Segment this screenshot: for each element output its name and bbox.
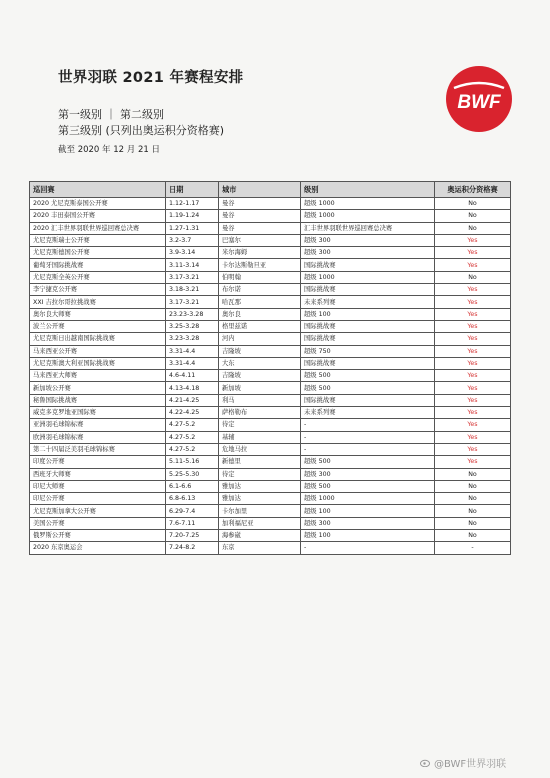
cell-tournament: 李宁捷克公开赛 — [30, 284, 166, 296]
cell-olympic-qualifying: Yes — [435, 419, 511, 431]
table-row — [30, 222, 511, 234]
cell-city: 基辅 — [219, 431, 301, 443]
cell-olympic-qualifying: No — [435, 468, 511, 480]
cell-level: 超级 750 — [301, 345, 435, 357]
cell-city: 待定 — [219, 468, 301, 480]
cell-olympic-qualifying: No — [435, 517, 511, 529]
cell-level: 国际挑战赛 — [301, 357, 435, 369]
table-row — [30, 530, 511, 542]
cell-tournament: 印尼公开赛 — [30, 493, 166, 505]
cell-tournament: 尤尼克斯澳大利亚国际挑战赛 — [30, 357, 166, 369]
cell-date: 3.17-3.21 — [166, 271, 219, 283]
bwf-logo-text: BWF — [457, 92, 501, 113]
table-row — [30, 542, 511, 554]
table-row — [30, 370, 511, 382]
table-row — [30, 480, 511, 492]
table-row — [30, 234, 511, 246]
cell-tournament: 马来西亚大师赛 — [30, 370, 166, 382]
cell-city: 利马 — [219, 394, 301, 406]
cell-city: 吉隆坡 — [219, 345, 301, 357]
table-row — [30, 517, 511, 529]
table-row — [30, 443, 511, 455]
cell-date: 1.12-1.17 — [166, 198, 219, 210]
cell-date: 1.27-1.31 — [166, 222, 219, 234]
table-header-row — [30, 182, 511, 198]
table-row — [30, 456, 511, 468]
cell-olympic-qualifying: Yes — [435, 247, 511, 259]
cell-olympic-qualifying: Yes — [435, 456, 511, 468]
cell-city: 卡尔达斯勒旦亚 — [219, 259, 301, 271]
cell-level: - — [301, 431, 435, 443]
cell-city: 格里兹诺 — [219, 320, 301, 332]
cell-level: 超级 100 — [301, 530, 435, 542]
cell-city: 新加坡 — [219, 382, 301, 394]
cell-city: 河内 — [219, 333, 301, 345]
watermark-text: @BWF世界羽联 — [434, 759, 507, 770]
cell-tournament: 葡萄牙国际挑战赛 — [30, 259, 166, 271]
cell-tournament: 2020 汇丰世界羽联世界巡回赛总决赛 — [30, 222, 166, 234]
cell-olympic-qualifying: Yes — [435, 296, 511, 308]
cell-city: 待定 — [219, 419, 301, 431]
table-row — [30, 493, 511, 505]
cell-tournament: 印尼大师赛 — [30, 480, 166, 492]
level-legend-line1: 第一级别 ｜ 第二级别 — [58, 108, 164, 121]
table-row — [30, 320, 511, 332]
cell-date: 4.13-4.18 — [166, 382, 219, 394]
cell-olympic-qualifying: No — [435, 505, 511, 517]
cell-tournament: 俄罗斯公开赛 — [30, 530, 166, 542]
cell-olympic-qualifying: Yes — [435, 234, 511, 246]
cell-level: 国际挑战赛 — [301, 333, 435, 345]
cell-olympic-qualifying: No — [435, 210, 511, 222]
cell-tournament: 尤尼克斯德国公开赛 — [30, 247, 166, 259]
cell-level: - — [301, 542, 435, 554]
cell-date: 6.8-6.13 — [166, 493, 219, 505]
cell-date: 4.6-4.11 — [166, 370, 219, 382]
cell-level: 超级 300 — [301, 234, 435, 246]
cell-level: 超级 1000 — [301, 271, 435, 283]
cell-level: 国际挑战赛 — [301, 259, 435, 271]
table-row — [30, 468, 511, 480]
cell-city: 吉隆坡 — [219, 370, 301, 382]
cell-tournament: XXI 吉拉尔哥拉挑战赛 — [30, 296, 166, 308]
cell-tournament: 2020 尤尼克斯泰国公开赛 — [30, 198, 166, 210]
cell-date: 6.29-7.4 — [166, 505, 219, 517]
cell-date: 3.23-3.28 — [166, 333, 219, 345]
cell-date: 1.19-1.24 — [166, 210, 219, 222]
cell-olympic-qualifying: No — [435, 271, 511, 283]
cell-level: 超级 300 — [301, 468, 435, 480]
cell-date: 7.20-7.25 — [166, 530, 219, 542]
cell-tournament: 2020 东京奥运会 — [30, 542, 166, 554]
cell-city: 曼谷 — [219, 222, 301, 234]
cell-city: 新德里 — [219, 456, 301, 468]
table-row — [30, 505, 511, 517]
table-row — [30, 296, 511, 308]
table-row — [30, 210, 511, 222]
cell-tournament: 亚洲羽毛球锦标赛 — [30, 419, 166, 431]
cell-tournament: 奥尔良大师赛 — [30, 308, 166, 320]
cell-tournament: 2020 丰田泰国公开赛 — [30, 210, 166, 222]
cell-tournament: 尤尼克斯加拿大公开赛 — [30, 505, 166, 517]
cell-date: 4.22-4.25 — [166, 407, 219, 419]
cell-level: 超级 500 — [301, 370, 435, 382]
cell-level: - — [301, 419, 435, 431]
cell-date: 3.31-4.4 — [166, 345, 219, 357]
table-row — [30, 394, 511, 406]
cell-olympic-qualifying: Yes — [435, 333, 511, 345]
weibo-icon — [420, 758, 431, 770]
cell-olympic-qualifying: Yes — [435, 345, 511, 357]
table-row — [30, 284, 511, 296]
cell-level: 未来系列赛 — [301, 407, 435, 419]
cell-level: 超级 300 — [301, 247, 435, 259]
cell-city: 曼谷 — [219, 210, 301, 222]
cell-level: 超级 100 — [301, 308, 435, 320]
cell-date: 5.25-5.30 — [166, 468, 219, 480]
table-row — [30, 333, 511, 345]
cell-olympic-qualifying: Yes — [435, 443, 511, 455]
cell-level: 超级 500 — [301, 382, 435, 394]
cell-level: 未来系列赛 — [301, 296, 435, 308]
cell-city: 东京 — [219, 542, 301, 554]
cell-date: 4.27-5.2 — [166, 419, 219, 431]
cell-level: 超级 100 — [301, 505, 435, 517]
cell-olympic-qualifying: No — [435, 493, 511, 505]
cell-olympic-qualifying: No — [435, 530, 511, 542]
cell-level: 超级 1000 — [301, 210, 435, 222]
cell-date: 3.2-3.7 — [166, 234, 219, 246]
cell-tournament: 波兰公开赛 — [30, 320, 166, 332]
cell-city: 伯明翰 — [219, 271, 301, 283]
cell-olympic-qualifying: Yes — [435, 382, 511, 394]
cell-city: 雅加达 — [219, 480, 301, 492]
cell-tournament: 新加坡公开赛 — [30, 382, 166, 394]
bwf-logo — [446, 66, 512, 132]
cell-tournament: 秘鲁国际挑战赛 — [30, 394, 166, 406]
cell-date: 4.21-4.25 — [166, 394, 219, 406]
table-row — [30, 407, 511, 419]
cell-level: 超级 1000 — [301, 198, 435, 210]
cell-olympic-qualifying: Yes — [435, 394, 511, 406]
table-row — [30, 247, 511, 259]
cell-olympic-qualifying: Yes — [435, 284, 511, 296]
cell-date: 23.23-3.28 — [166, 308, 219, 320]
cell-date: 7.6-7.11 — [166, 517, 219, 529]
cell-city: 奥尔良 — [219, 308, 301, 320]
cell-olympic-qualifying: Yes — [435, 308, 511, 320]
table-row — [30, 308, 511, 320]
col-header-date: 日期 — [166, 182, 219, 198]
cell-olympic-qualifying: - — [435, 542, 511, 554]
cell-olympic-qualifying: Yes — [435, 370, 511, 382]
cell-level: 汇丰世界羽联世界巡回赛总决赛 — [301, 222, 435, 234]
cell-city: 卡尔加里 — [219, 505, 301, 517]
cell-city: 加利福尼亚 — [219, 517, 301, 529]
cell-tournament: 马来西亚公开赛 — [30, 345, 166, 357]
table-row — [30, 357, 511, 369]
cell-date: 3.18-3.21 — [166, 284, 219, 296]
cell-level: 超级 300 — [301, 517, 435, 529]
page-title: 世界羽联 2021 年赛程安排 — [58, 70, 244, 86]
cell-olympic-qualifying: No — [435, 480, 511, 492]
col-header-tournament: 巡回赛 — [30, 182, 166, 198]
cell-city: 布尔诺 — [219, 284, 301, 296]
cell-date: 4.27-5.2 — [166, 443, 219, 455]
cell-tournament: 欧洲羽毛球锦标赛 — [30, 431, 166, 443]
table-row — [30, 431, 511, 443]
table-row — [30, 419, 511, 431]
level-legend-line2: 第三级别 (只列出奥运积分资格赛) — [58, 124, 225, 137]
cell-date: 3.25-3.28 — [166, 320, 219, 332]
cell-tournament: 威克多克罗地亚国际赛 — [30, 407, 166, 419]
cell-tournament: 美国公开赛 — [30, 517, 166, 529]
cell-tournament: 尤尼克斯全英公开赛 — [30, 271, 166, 283]
cell-tournament: 第二十四届泛美羽毛球锦标赛 — [30, 443, 166, 455]
cell-olympic-qualifying: Yes — [435, 357, 511, 369]
as-of-date: 截至 2020 年 12 月 21 日 — [58, 145, 160, 155]
table-row — [30, 271, 511, 283]
cell-city: 曼谷 — [219, 198, 301, 210]
cell-date: 6.1-6.6 — [166, 480, 219, 492]
weibo-watermark — [420, 755, 506, 770]
cell-tournament: 尤尼克斯瑞士公开赛 — [30, 234, 166, 246]
cell-level: 超级 1000 — [301, 493, 435, 505]
schedule-table — [29, 181, 511, 555]
table-row — [30, 345, 511, 357]
cell-olympic-qualifying: Yes — [435, 431, 511, 443]
cell-date: 3.31-4.4 — [166, 357, 219, 369]
table-row — [30, 382, 511, 394]
cell-city: 哈瓦那 — [219, 296, 301, 308]
cell-date: 3.9-3.14 — [166, 247, 219, 259]
col-header-olympic-qualifying: 奥运积分资格赛 — [435, 182, 511, 198]
cell-city: 海参崴 — [219, 530, 301, 542]
cell-level: 国际挑战赛 — [301, 284, 435, 296]
cell-city: 雅加达 — [219, 493, 301, 505]
table-row — [30, 259, 511, 271]
cell-date: 4.27-5.2 — [166, 431, 219, 443]
cell-date: 5.11-5.16 — [166, 456, 219, 468]
col-header-city: 城市 — [219, 182, 301, 198]
cell-date: 3.17-3.21 — [166, 296, 219, 308]
cell-tournament: 西班牙大师赛 — [30, 468, 166, 480]
cell-tournament: 尤尼克斯日出越南国际挑战赛 — [30, 333, 166, 345]
cell-city: 巴塞尔 — [219, 234, 301, 246]
cell-city: 大东 — [219, 357, 301, 369]
cell-olympic-qualifying: Yes — [435, 407, 511, 419]
cell-date: 3.11-3.14 — [166, 259, 219, 271]
cell-level: - — [301, 443, 435, 455]
cell-olympic-qualifying: No — [435, 222, 511, 234]
cell-level: 国际挑战赛 — [301, 320, 435, 332]
cell-level: 国际挑战赛 — [301, 394, 435, 406]
cell-level: 超级 500 — [301, 456, 435, 468]
cell-date: 7.24-8.2 — [166, 542, 219, 554]
cell-tournament: 印度公开赛 — [30, 456, 166, 468]
cell-olympic-qualifying: Yes — [435, 259, 511, 271]
cell-city: 萨格勒布 — [219, 407, 301, 419]
table-row — [30, 198, 511, 210]
cell-city: 危地马拉 — [219, 443, 301, 455]
cell-level: 超级 500 — [301, 480, 435, 492]
cell-olympic-qualifying: Yes — [435, 320, 511, 332]
cell-olympic-qualifying: No — [435, 198, 511, 210]
cell-city: 米尔海姆 — [219, 247, 301, 259]
col-header-level: 级别 — [301, 182, 435, 198]
